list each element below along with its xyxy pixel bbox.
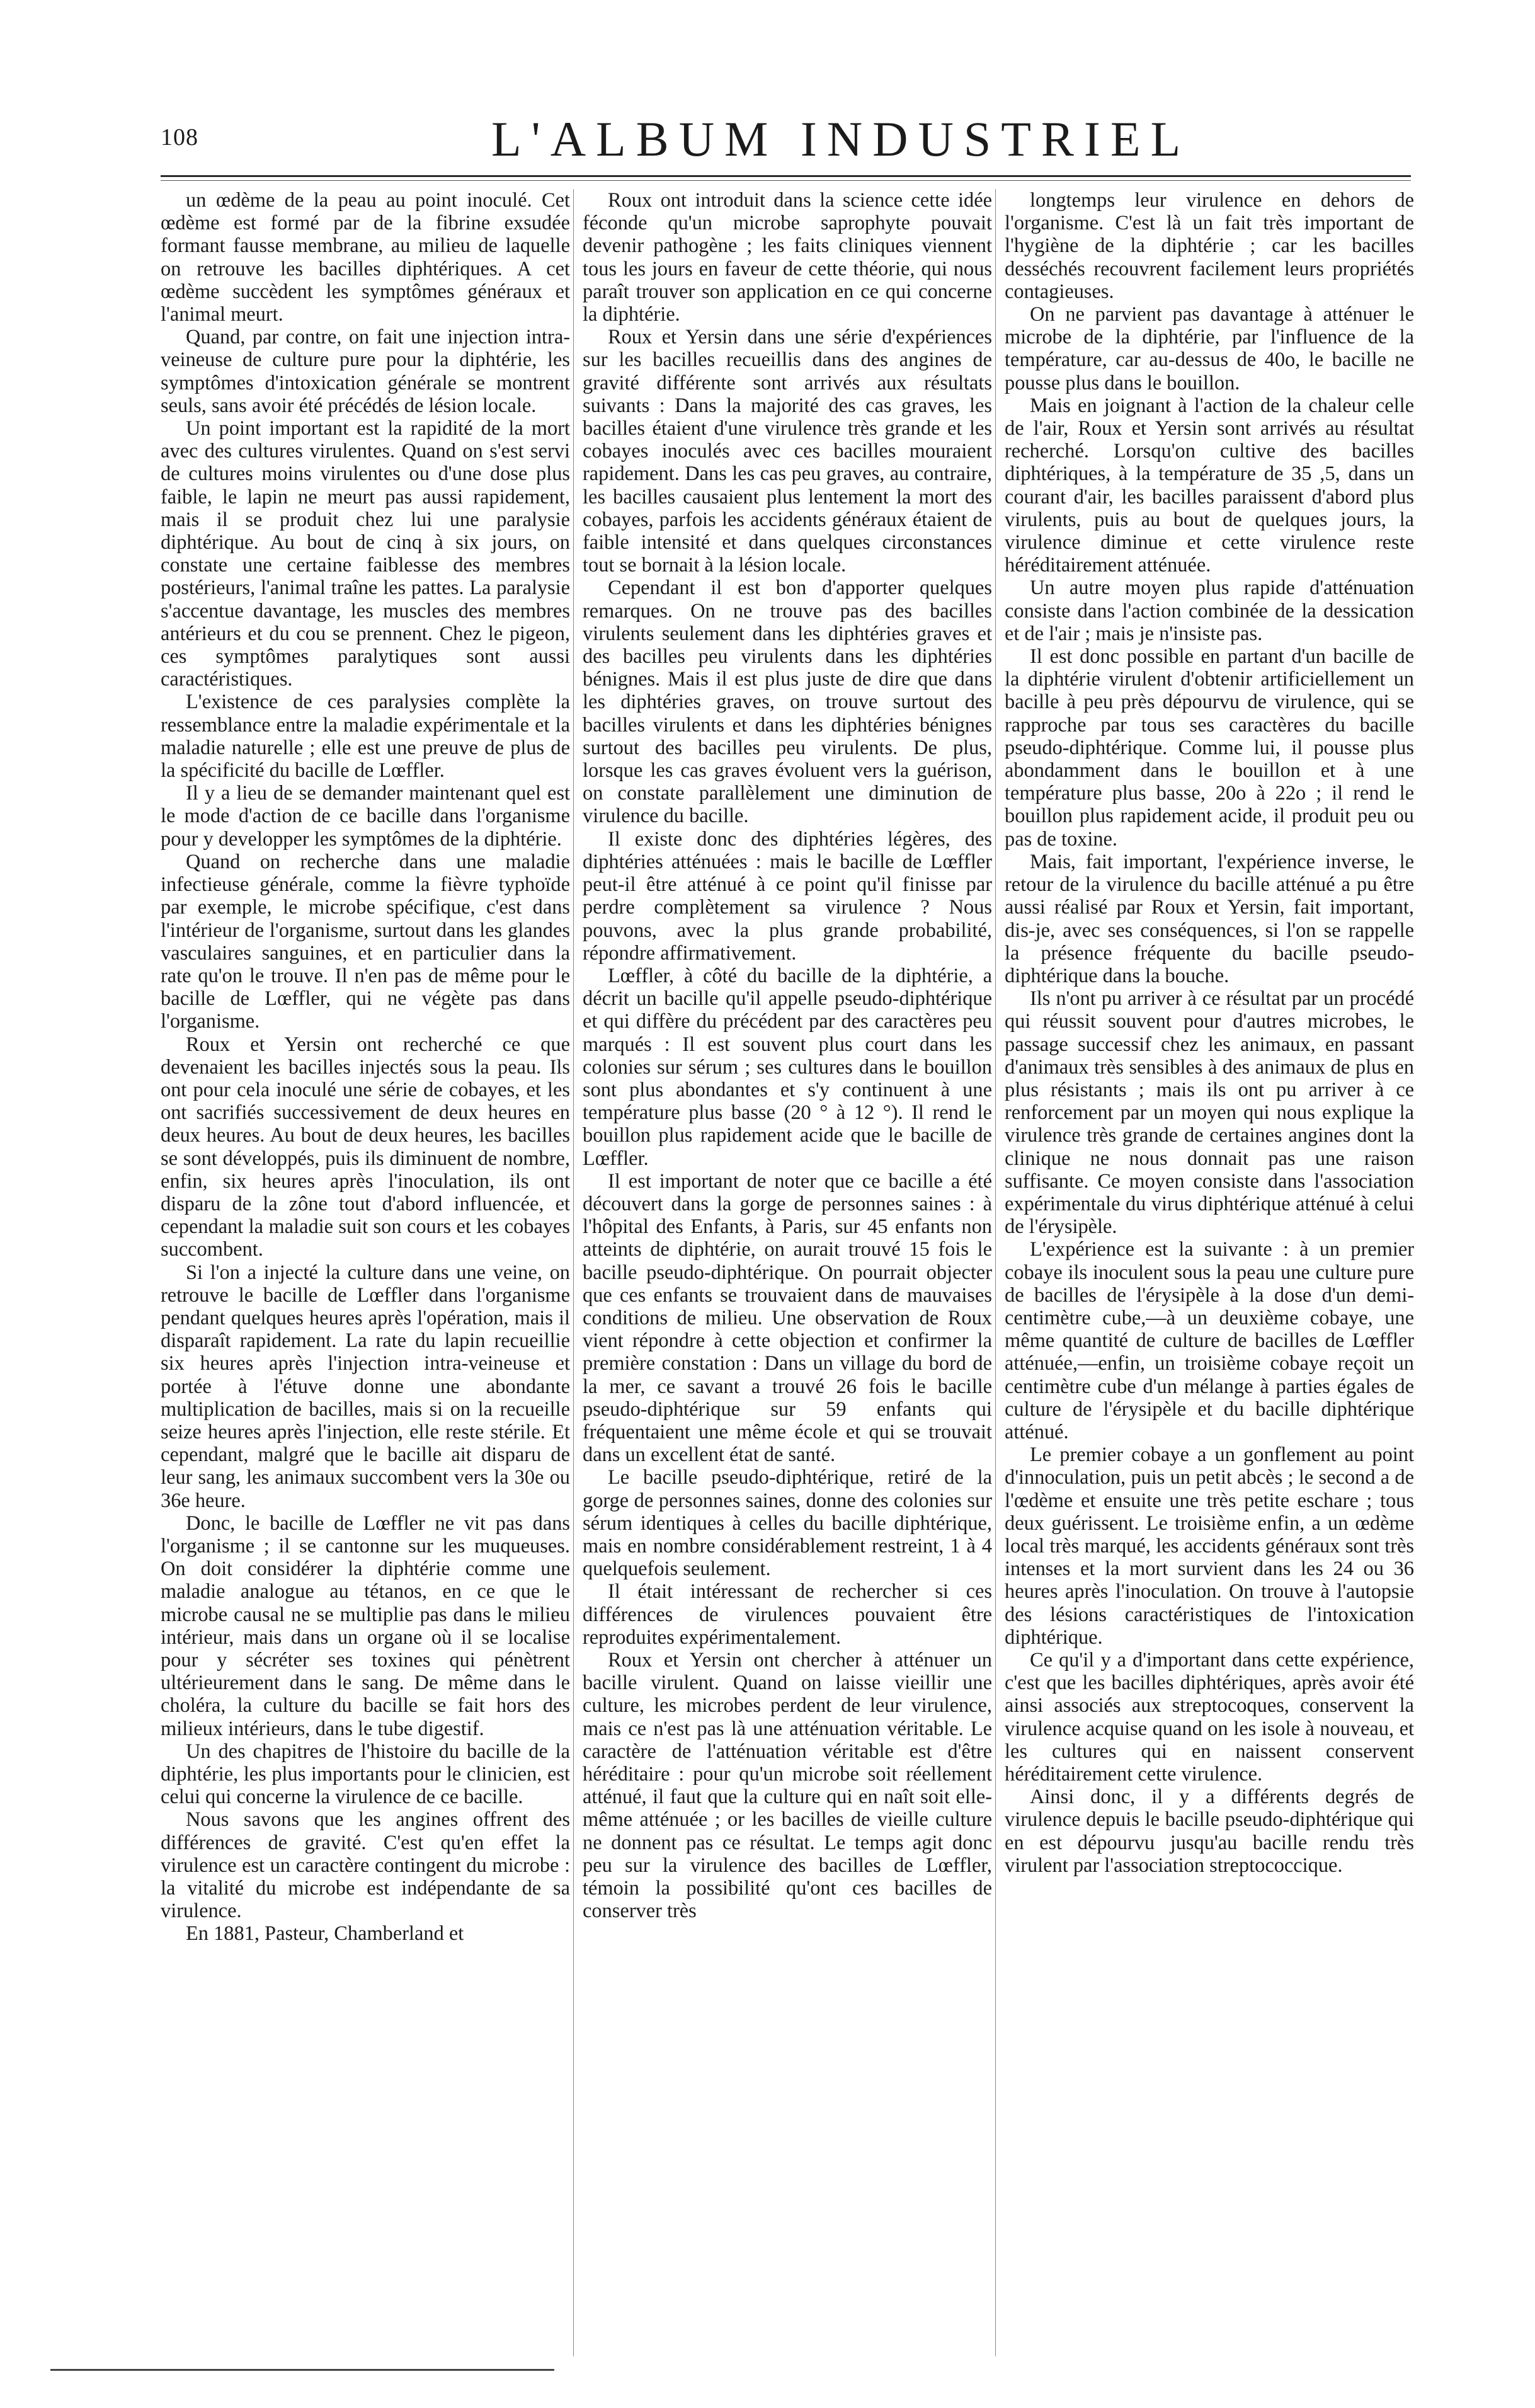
paragraph: Il était intéressant de rechercher si ces différences de virulences pouvaient être reproduites expérimentalement. bbox=[583, 1580, 992, 1649]
paragraph: Mais, fait important, l'expérience inverse, le retour de la virulence du bacille atténué a pu être aussi réalisé par Roux et Yersin, fait important, dis-je, avec ses conséquences, si l'on se rappelle la présence fréquente du bacille pseudo-diphtérique dans la bouche. bbox=[1005, 850, 1414, 987]
paragraph: Un autre moyen plus rapide d'atténuation consiste dans l'action combinée de la dessication et de l'air ; mais je n'insiste pas. bbox=[1005, 576, 1414, 645]
paragraph: Un des chapitres de l'histoire du bacille de la diphtérie, les plus importants pour le clinicien, est celui qui concerne la virulence de ce bacille. bbox=[161, 1740, 570, 1809]
paragraph: Mais en joignant à l'action de la chaleur celle de l'air, Roux et Yersin sont arrivés au résultat recherché. Lorsqu'on cultive des bacilles diphtériques, à la température de 35 ,5, dans un courant d'air, les bacilles paraissent d'abord plus virulents, puis au bout de quelques jours, la virulence diminue et cette virulence reste héréditairement atténuée. bbox=[1005, 394, 1414, 577]
paragraph: Roux ont introduit dans la science cette idée féconde qu'un microbe saprophyte pouvait devenir pathogène ; les faits cliniques viennent tous les jours en faveur de cette théorie, qui nous paraît trouver son application en ce qui concerne la diphtérie. bbox=[583, 189, 992, 326]
paragraph: Nous savons que les angines offrent des différences de gravité. C'est qu'en effet la virulence est un caractère contingent du microbe : la vitalité du microbe est indépendante de sa virulence. bbox=[161, 1808, 570, 1923]
paragraph: Roux et Yersin ont recherché ce que devenaient les bacilles injectés sous la peau. Ils ont pour cela inoculé une série de cobayes, et les ont sacrifiés successivement de deux heures en deux heures. Au bout de deux heures, les bacilles se sont développés, puis ils diminuent de nombre, enfin, six heures après l'inoculation, ils ont disparu de la zône tout d'abord influencée, et cependant la maladie suit son cours et les cobayes succombent. bbox=[161, 1033, 570, 1261]
paragraph: Le bacille pseudo-diphtérique, retiré de la gorge de personnes saines, donne des colonies sur sérum identiques à celles du bacille diphtérique, mais en nombre considérablement restreint, 1 à 4 quelquefois seulement. bbox=[583, 1466, 992, 1581]
paragraph: L'expérience est la suivante : à un premier cobaye ils inoculent sous la peau une culture pure de bacilles de l'érysipèle à la dose d'un demi-centimètre cube,—à un deuxième cobaye, une même quantité de culture de bacilles de Lœffler atténuée,—enfin, un troisième cobaye reçoit un centimètre cube d'un mélange à parties égales de culture de l'érysipèle et du bacille diphtérique atténué. bbox=[1005, 1238, 1414, 1443]
text-column-3 bbox=[1005, 189, 1414, 2363]
paragraph: Quand on recherche dans une maladie infectieuse générale, comme la fièvre typhoïde par exemple, le microbe spécifique, c'est dans l'intérieur de l'organisme, surtout dans les glandes vasculaires sanguines, et en particulier dans la rate qu'on le trouve. Il n'en pas de même pour le bacille de Lœffler, qui ne végète pas dans l'organisme. bbox=[161, 850, 570, 1033]
paragraph: Il existe donc des diphtéries légères, des diphtéries atténuées : mais le bacille de Lœffler peut-il être atténué à ce point qu'il finisse par perdre complètement sa virulence ? Nous pouvons, avec la plus grande probabilité, répondre affirmativement. bbox=[583, 827, 992, 965]
paragraph: Si l'on a injecté la culture dans une veine, on retrouve le bacille de Lœffler dans l'organisme pendant quelques heures après l'opération, mais il disparaît rapidement. La rate du lapin recueillie six heures après l'injection intra-veineuse et portée à l'étuve donne une abondante multiplication de bacilles, mais si on la recueille seize heures après l'injection, elle reste stérile. Et cependant, malgré que le bacille ait disparu de leur sang, les animaux succombent vers la 30e ou 36e heure. bbox=[161, 1261, 570, 1512]
paragraph: un œdème de la peau au point inoculé. Cet œdème est formé par de la fibrine exsudée formant fausse membrane, au milieu de laquelle on retrouve les bacilles diphtériques. A cet œdème succèdent les symptômes généraux et l'animal meurt. bbox=[161, 189, 570, 326]
page-number: 108 bbox=[161, 124, 198, 151]
paragraph: Lœffler, à côté du bacille de la diphtérie, a décrit un bacille qu'il appelle pseudo-diphtérique et qui diffère du précédent par des caractères peu marqués : Il est souvent plus court dans les colonies sur sérum ; ses cultures dans le bouillon sont plus abondantes et s'y continuent à une température plus basse (20 ° à 12 °). Il rend le bouillon plus rapidement acide que le bacille de Lœffler. bbox=[583, 964, 992, 1170]
paragraph: Ainsi donc, il y a différents degrés de virulence depuis le bacille pseudo-diphtérique qui en est dépourvu jusqu'au bacille rendu très virulent par l'association streptococcique. bbox=[1005, 1786, 1414, 1877]
paragraph: longtemps leur virulence en dehors de l'organisme. C'est là un fait très important de l'hygiène de la diphtérie ; car les bacilles desséchés recouvrent facilement leurs propriétés contagieuses. bbox=[1005, 189, 1414, 303]
paragraph: Quand, par contre, on fait une injection intra-veineuse de culture pure pour la diphtérie, les symptômes d'intoxication générale se montrent seuls, sans avoir été précédés de lésion locale. bbox=[161, 326, 570, 417]
paragraph: L'existence de ces paralysies complète la ressemblance entre la maladie expérimentale et la maladie naturelle ; elle est une preuve de plus de la spécificité du bacille de Lœffler. bbox=[161, 691, 570, 783]
text-column-1 bbox=[161, 189, 570, 2363]
paragraph: Il y a lieu de se demander maintenant quel est le mode d'action de ce bacille dans l'organisme pour y developper les symptômes de la diphtérie. bbox=[161, 782, 570, 851]
column-divider bbox=[573, 189, 574, 2356]
paragraph: Il est donc possible en partant d'un bacille de la diphtérie virulent d'obtenir artificiellement un bacille à peu près dépourvu de virulence, qui se rapproche par tous ses caractères du bacille pseudo-diphtérique. Comme lui, il pousse plus abondamment dans le bouillon et à une température plus basse, 20o à 22o ; il rend le bouillon plus rapidement acide, il produit peu ou pas de toxine. bbox=[1005, 645, 1414, 851]
paragraph: Cependant il est bon d'apporter quelques remarques. On ne trouve pas des bacilles virulents seulement dans les diphtéries graves et des bacilles peu virulents dans les diphtéries bénignes. Mais il est plus juste de dire que dans les diphtéries graves, on trouve surtout des bacilles virulents et dans les diphtéries bénignes surtout des bacilles peu virulents. De plus, lorsque les cas graves évoluent vers la guérison, on constate parallèlement une diminution de virulence du bacille. bbox=[583, 576, 992, 828]
column-divider bbox=[995, 189, 996, 2356]
paragraph: Roux et Yersin dans une série d'expériences sur les bacilles recueillis dans des angines de gravité différente sont arrivés aux résultats suivants : Dans la majorité des cas graves, les bacilles étaient d'une virulence très grande et les cobayes inoculés avec ces bacilles mouraient rapidement. Dans les cas peu graves, au contraire, les bacilles causaient plus lentement la mort des cobayes, parfois les accidents généraux étaient de faible intensité et dans quelques circonstances tout se bornait à la lésion locale. bbox=[583, 326, 992, 577]
paragraph: Il est important de noter que ce bacille a été découvert dans la gorge de personnes saines : à l'hôpital des Enfants, à Paris, sur 45 enfants non atteints de diphtérie, on aurait trouvé 15 fois le bacille pseudo-diphtérique. On pourrait objecter que ces enfants se trouvaient dans de mauvaises conditions de milieu. Une observation de Roux vient répondre à cette objection et confirmer la première constation : Dans un village du bord de la mer, ce savant a trouvé 26 fois le bacille pseudo-diphtérique sur 59 enfants qui fréquentaient une même école et qui se trouvait dans un excellent état de santé. bbox=[583, 1169, 992, 1467]
footer-rule bbox=[50, 2369, 554, 2371]
paragraph: Le premier cobaye a un gonflement au point d'innoculation, puis un petit abcès ; le second a de l'œdème et ensuite une très petite eschare ; tous deux guérissent. Le troisième enfin, a un œdème local très marqué, les accidents généraux sont très intenses et la mort survient dans les 24 ou 36 heures après l'inoculation. On trouve à l'autopsie des lésions caractéristiques de l'intoxication diphtérique. bbox=[1005, 1443, 1414, 1649]
paragraph: Ils n'ont pu arriver à ce résultat par un procédé qui réussit souvent pour d'autres microbes, le passage successif chez les animaux, en passant d'animaux très sensibles à des animaux de plus en plus résistants ; mais ils ont pu arriver à ce renforcement par un moyen qui nous explique la virulence très grande de certaines angines dont la clinique ne nous donnait pas une raison suffisante. Ce moyen consiste dans l'association expérimentale du virus diphtérique atténué à celui de l'érysipèle. bbox=[1005, 987, 1414, 1239]
paragraph: Ce qu'il y a d'important dans cette expérience, c'est que les bacilles diphtériques, après avoir été ainsi associés aux streptocoques, conservent la virulence acquise quand on les isole à nouveau, et les cultures qui en naissent conservent héréditairement cette virulence. bbox=[1005, 1649, 1414, 1786]
paragraph: Un point important est la rapidité de la mort avec des cultures virulentes. Quand on s'est servi de cultures moins virulentes ou d'une dose plus faible, le lapin ne meurt pas aussi rapidement, mais il se produit chez lui une paralysie diphtérique. Au bout de cinq à six jours, on constate une certaine faiblesse des membres postérieurs, l'animal traîne les pattes. La paralysie s'accentue davantage, les muscles des membres antérieurs et du cou se prennent. Chez le pigeon, ces symptômes paralytiques sont aussi caractéristiques. bbox=[161, 417, 570, 691]
text-column-2 bbox=[583, 189, 992, 2363]
page-title: L'ALBUM INDUSTRIEL bbox=[491, 112, 1191, 166]
paragraph: En 1881, Pasteur, Chamberland et bbox=[186, 1922, 464, 1946]
paragraph: On ne parvient pas davantage à atténuer le microbe de la diphtérie, par l'influence de la température, car au-dessus de 40o, le bacille ne pousse plus dans le bouillon. bbox=[1005, 303, 1414, 394]
header-rule bbox=[161, 175, 1411, 177]
paragraph: Roux et Yersin ont chercher à atténuer un bacille virulent. Quand on laisse vieillir une culture, les microbes perdent de leur virulence, mais ce n'est pas là une atténuation véritable. Le caractère de l'atténuation véritable est d'être héréditaire : pour qu'un microbe soit réellement atténué, il faut que la culture qui en naît soit elle-même atténuée ; or les bacilles de vieille culture ne donnent pas ce résultat. Le temps agit donc peu sur la virulence des bacilles de Lœffler, témoin la possibilité qu'ont ces bacilles de conserver très bbox=[583, 1649, 992, 1923]
header-rule-thin bbox=[161, 180, 1411, 181]
paragraph: Donc, le bacille de Lœffler ne vit pas dans l'organisme ; il se cantonne sur les muqueuses. On doit considérer la diphtérie comme une maladie analogue au tétanos, en ce que le microbe causal ne se multiplie pas dans le milieu intérieur, mais dans un organe où il se localise pour y sécréter ses toxines qui pénètrent ultérieurement dans le sang. De même dans le choléra, la culture du bacille se fait hors des milieux intérieurs, dans le tube digestif. bbox=[161, 1511, 570, 1740]
